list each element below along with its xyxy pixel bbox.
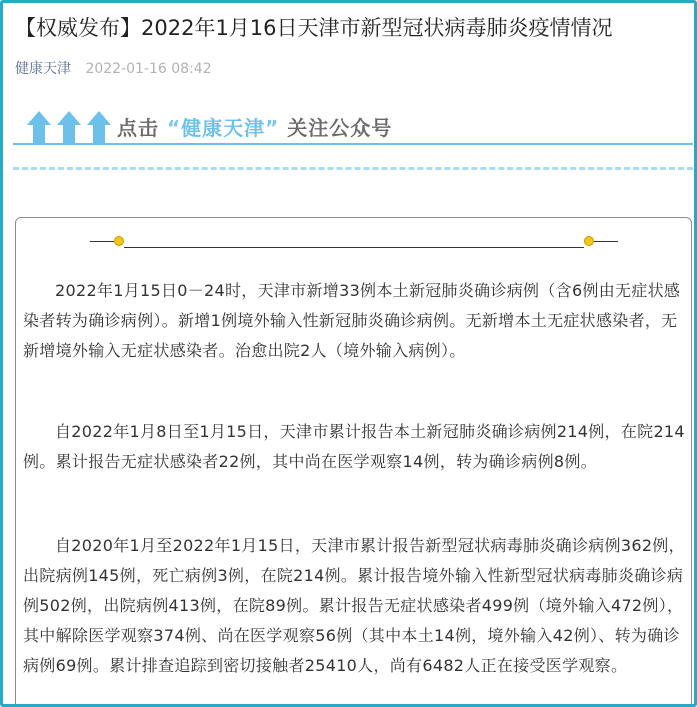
article-meta bbox=[15, 59, 212, 79]
decorative-divider bbox=[90, 235, 620, 249]
arrow-group bbox=[27, 111, 111, 145]
banner-underline bbox=[13, 143, 693, 145]
follow-text bbox=[117, 113, 392, 143]
follow-suffix: 关注公众号 bbox=[287, 116, 393, 140]
up-arrow-icon bbox=[57, 111, 81, 145]
paragraph-cumulative-total: 自2020年1月至2022年1月15日，天津市累计报告新型冠状病毒肺炎确诊病例362例，出院病例145例，死亡病例3例，在院214例。累计报告境外输入性新型冠状病毒肺炎确诊病例502例，出院病例413例，在院89例。累计报告无症状感染者499例（境外输入472例），其中解除医学观察374例、尚在医学观察56例（其中本土14例，境外输入42例）、转为确诊病例69例。累计排查追踪到密切接触者25410人，尚有6482人正在接受医学观察。 bbox=[23, 536, 685, 675]
follow-banner[interactable] bbox=[13, 105, 693, 177]
content-box bbox=[15, 217, 692, 707]
follow-brand: 健康天津 bbox=[181, 116, 266, 140]
dot-icon bbox=[114, 236, 124, 246]
article-date: 2022-01-16 08:42 bbox=[85, 61, 212, 77]
dot-icon bbox=[584, 236, 594, 246]
paragraph-daily: 2022年1月15日0－24时，天津市新增33例本土新冠肺炎确诊病例（含6例由无症状感染者转为确诊病例）。新增1例境外输入性新冠肺炎确诊病例。无新增本土无症状感染者，无新增境外输入无症状感染者。治愈出院2人（境外输入病例）。 bbox=[23, 281, 681, 360]
banner-dashed-divider bbox=[13, 167, 693, 170]
follow-prefix: 点击 bbox=[117, 116, 159, 140]
quote-close: ” bbox=[265, 116, 280, 140]
up-arrow-icon bbox=[27, 111, 51, 145]
quote-open: “ bbox=[166, 116, 182, 140]
paragraph-cumulative-local: 自2022年1月8日至1月15日，天津市累计报告本土新冠肺炎确诊病例214例，在院214例。累计报告无症状感染者22例，其中尚在医学观察14例，转为确诊病例8例。 bbox=[23, 422, 685, 471]
article-title: 【权威发布】2022年1月16日天津市新型冠状病毒肺炎疫情情况 bbox=[15, 16, 613, 40]
article-source-link[interactable]: 健康天津 bbox=[15, 61, 71, 77]
up-arrow-icon bbox=[87, 111, 111, 145]
